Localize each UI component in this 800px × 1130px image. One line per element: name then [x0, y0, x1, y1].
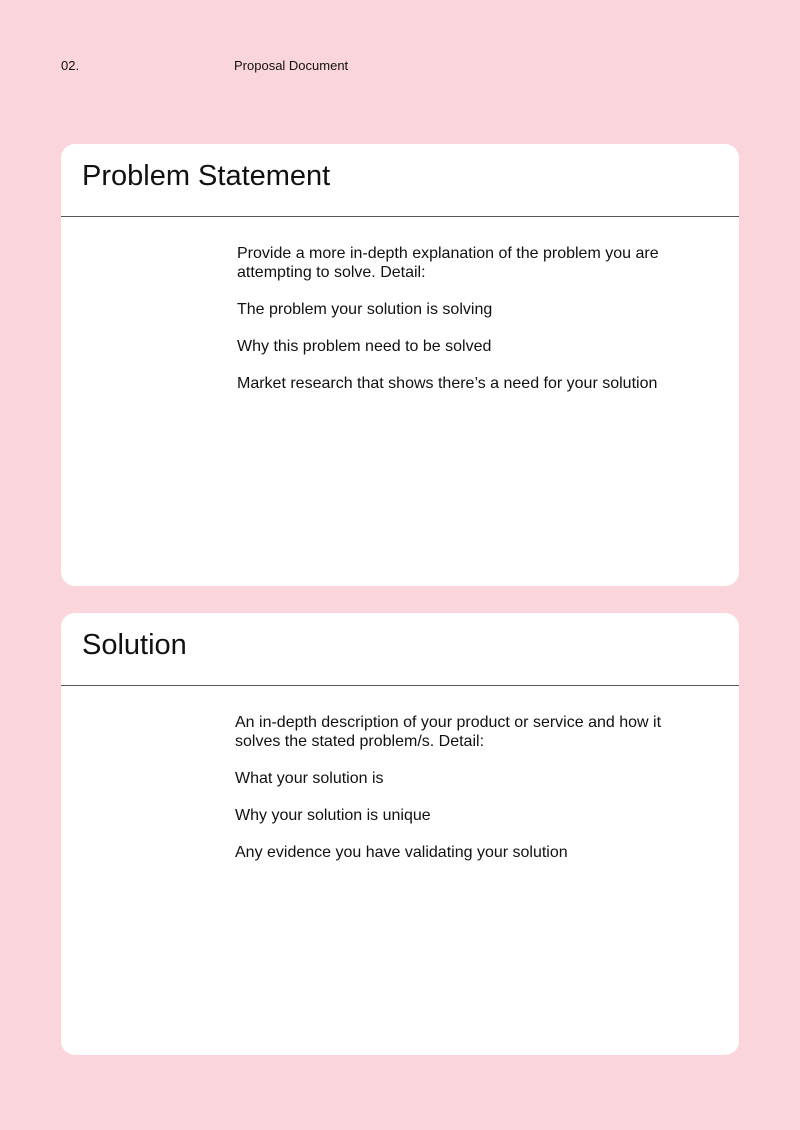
section-point: What your solution is — [235, 770, 384, 787]
section-point: Why this problem need to be solved — [237, 338, 492, 355]
page-number: 02. — [61, 58, 80, 73]
problem-statement-card — [61, 144, 739, 586]
solution-card — [61, 613, 739, 1055]
document-title: Proposal Document — [234, 58, 349, 73]
divider — [61, 685, 739, 686]
section-intro: An in-depth description of your product or service and how it solves the stated problem/s. Detail: — [235, 714, 662, 750]
section-point: Any evidence you have validating your solution — [235, 844, 568, 861]
section-body — [237, 244, 677, 411]
section-heading: Solution — [82, 629, 187, 661]
divider — [61, 216, 739, 217]
section-point: Why your solution is unique — [235, 807, 431, 824]
section-point: The problem your solution is solving — [237, 301, 493, 318]
section-body — [235, 713, 675, 880]
section-intro: Provide a more in-depth explanation of the problem you are attempting to solve. Detail: — [237, 245, 659, 281]
section-point: Market research that shows there’s a need for your solution — [237, 375, 658, 392]
section-heading: Problem Statement — [82, 160, 331, 192]
